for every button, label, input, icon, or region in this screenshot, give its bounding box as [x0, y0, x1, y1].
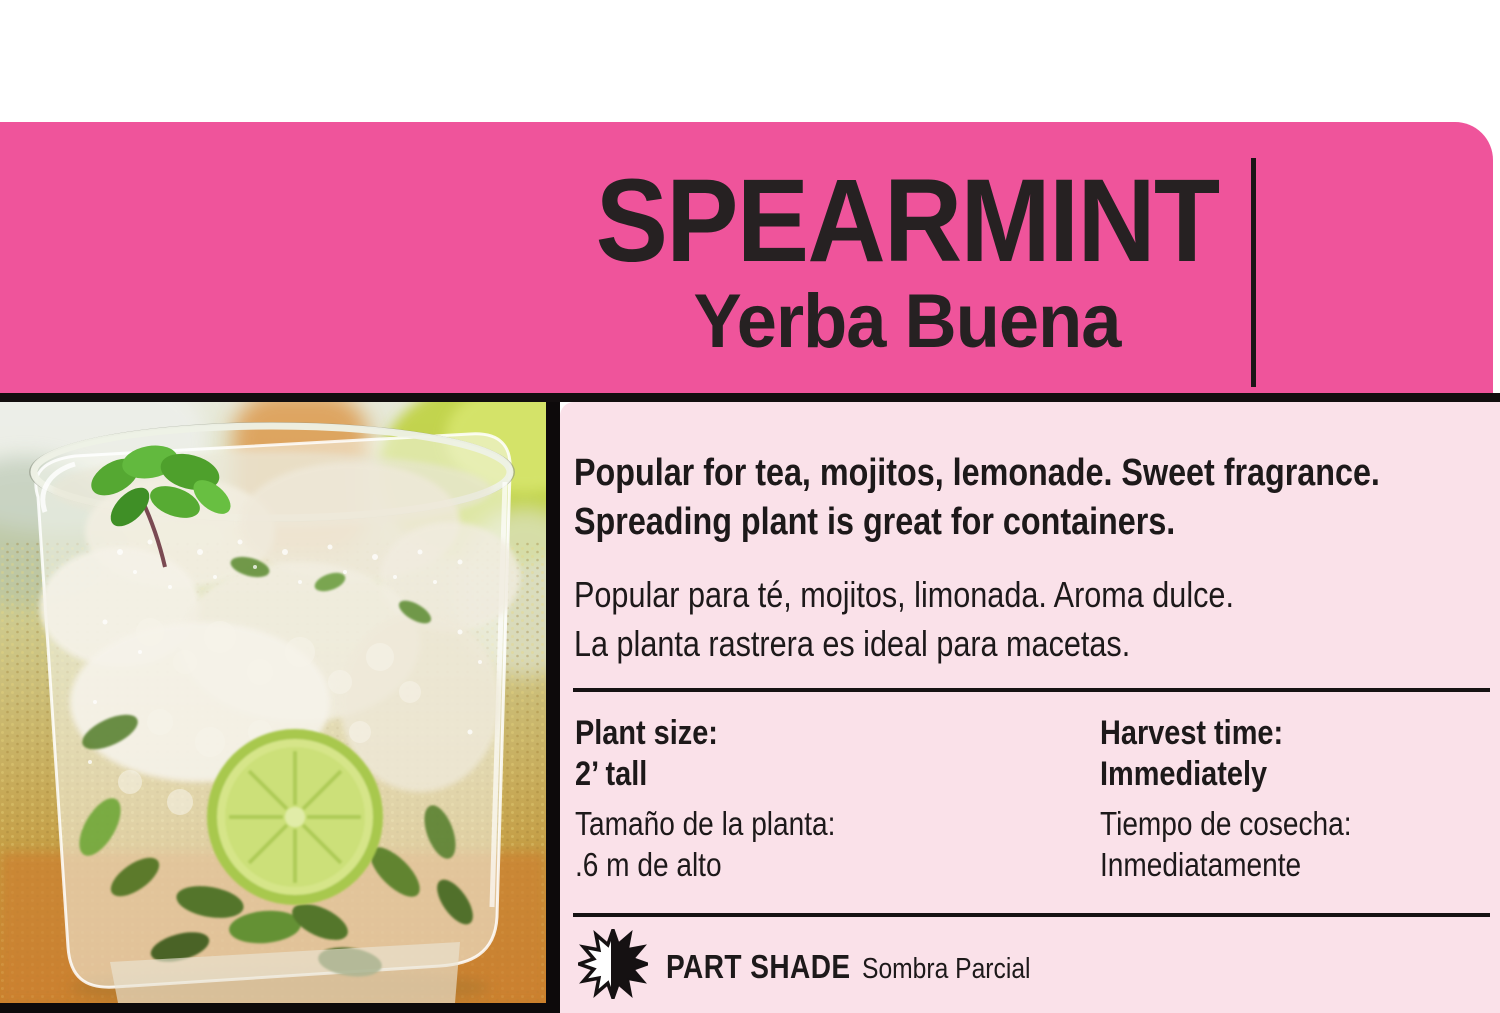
- part-shade-starburst-icon: [578, 929, 648, 999]
- description-spanish-line2: La planta rastrera es ideal para macetas.: [574, 623, 1131, 664]
- harvest-time-value-es: Inmediatamente: [1100, 846, 1302, 883]
- harvest-time-english: [1100, 713, 1315, 795]
- lime-slice: [207, 729, 383, 905]
- header-title-block: [562, 155, 1252, 364]
- exposure-label: PART SHADE: [666, 948, 851, 985]
- plant-size-value-es: .6 m de alto: [575, 846, 722, 883]
- divider-rule-top: [573, 688, 1490, 692]
- plant-alternate-name: Yerba Buena: [693, 279, 1121, 364]
- harvest-time-label: Harvest time:: [1100, 714, 1284, 752]
- description-spanish: [574, 570, 1350, 668]
- exposure-label-spanish: Sombra Parcial: [862, 953, 1031, 985]
- plant-size-spanish: [575, 803, 881, 885]
- header-divider-line: [1251, 158, 1256, 387]
- photo-backing: [0, 402, 560, 1013]
- info-panel: [560, 402, 1500, 1013]
- description-spanish-line1: Popular para té, mojitos, limonada. Aroma dulce.: [574, 574, 1234, 615]
- mojito-photo: [0, 402, 546, 1003]
- plant-size-value: 2’ tall: [575, 755, 648, 793]
- harvest-time-spanish: [1100, 803, 1396, 885]
- plant-size-english: [575, 713, 743, 795]
- plant-size-label-es: Tamaño de la planta:: [575, 805, 836, 842]
- harvest-time-label-es: Tiempo de cosecha:: [1100, 805, 1352, 842]
- divider-rule-bottom: [573, 913, 1490, 917]
- harvest-time-value: Immediately: [1100, 755, 1268, 793]
- description-english-line2: Spreading plant is great for containers.: [574, 501, 1176, 543]
- plant-common-name: SPEARMINT: [595, 155, 1219, 287]
- header-underline: [0, 393, 1500, 402]
- description-english-line1: Popular for tea, mojitos, lemonade. Sweet fragrance.: [574, 452, 1380, 494]
- description-english: [574, 449, 1500, 547]
- plant-size-label: Plant size:: [575, 714, 718, 752]
